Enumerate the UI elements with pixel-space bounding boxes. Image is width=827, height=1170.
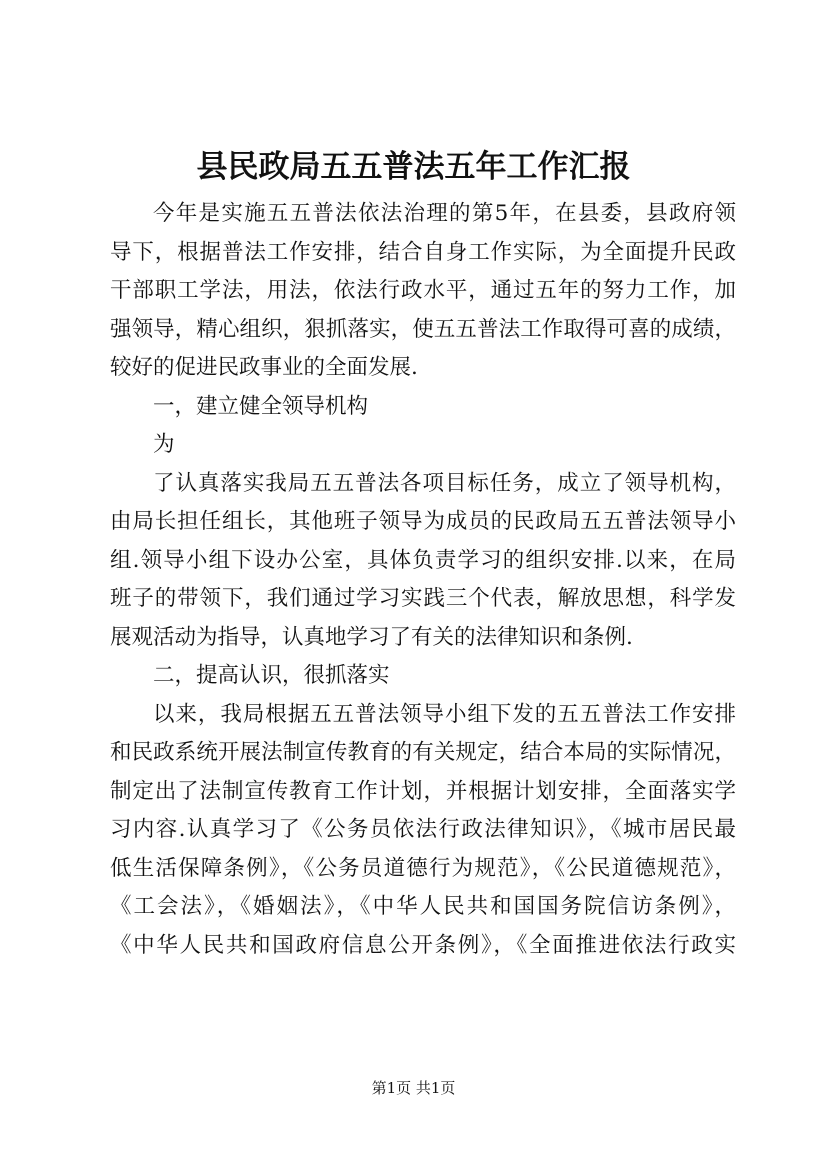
paragraph-line: 习内容.认真学习了《公务员依法行政法律知识》，《城市居民最: [110, 817, 736, 842]
page-footer: 第1页 共1页: [371, 1079, 456, 1097]
paragraph-line: 低生活保障条例》，《公务员道德行为规范》，《公民道德规范》，: [110, 855, 736, 881]
paragraph-line: 为: [153, 432, 175, 457]
paragraph-line: 干部职工学法，用法，依法行政水平，通过五年的努力工作，加: [110, 278, 736, 303]
paragraph-line: 《中华人民共和国政府信息公开条例》，《全面推进依法行政实: [110, 932, 736, 958]
document-body: [110, 195, 736, 965]
section-heading: 二，提高认识，很抓落实: [153, 663, 390, 688]
document-title: 县民政局五五普法五年工作汇报: [196, 149, 631, 185]
section-heading: 一，建立健全领导机构: [153, 393, 369, 419]
paragraph-line: 较好的促进民政事业的全面发展.: [110, 355, 418, 380]
paragraph-line: 了认真落实我局五五普法各项目标任务，成立了领导机构，: [153, 470, 736, 496]
paragraph-line: 班子的带领下，我们通过学习实践三个代表，解放思想，科学发: [110, 586, 736, 611]
paragraph-line: 强领导，精心组织，狠抓落实，使五五普法工作取得可喜的成绩，: [110, 316, 736, 342]
paragraph-line: 展观活动为指导，认真地学习了有关的法律知识和条例.: [110, 624, 633, 650]
paragraph-line: 以来，我局根据五五普法领导小组下发的五五普法工作安排: [153, 701, 736, 727]
paragraph-line: 由局长担任组长，其他班子领导为成员的民政局五五普法领导小: [110, 509, 736, 534]
paragraph-line: 和民政系统开展法制宣传教育的有关规定，结合本局的实际情况，: [110, 740, 736, 765]
paragraph-line: 导下，根据普法工作安排，结合自身工作实际，为全面提升民政: [110, 239, 736, 265]
paragraph-line: 今年是实施五五普法依法治理的第5年，在县委，县政府领: [153, 201, 736, 226]
paragraph-line: 《工会法》，《婚姻法》，《中华人民共和国国务院信访条例》，: [110, 894, 736, 919]
paragraph-line: 制定出了法制宣传教育工作计划，并根据计划安排，全面落实学: [110, 778, 736, 804]
paragraph-line: 组.领导小组下设办公室，具体负责学习的组织安排.以来，在局: [110, 547, 736, 573]
